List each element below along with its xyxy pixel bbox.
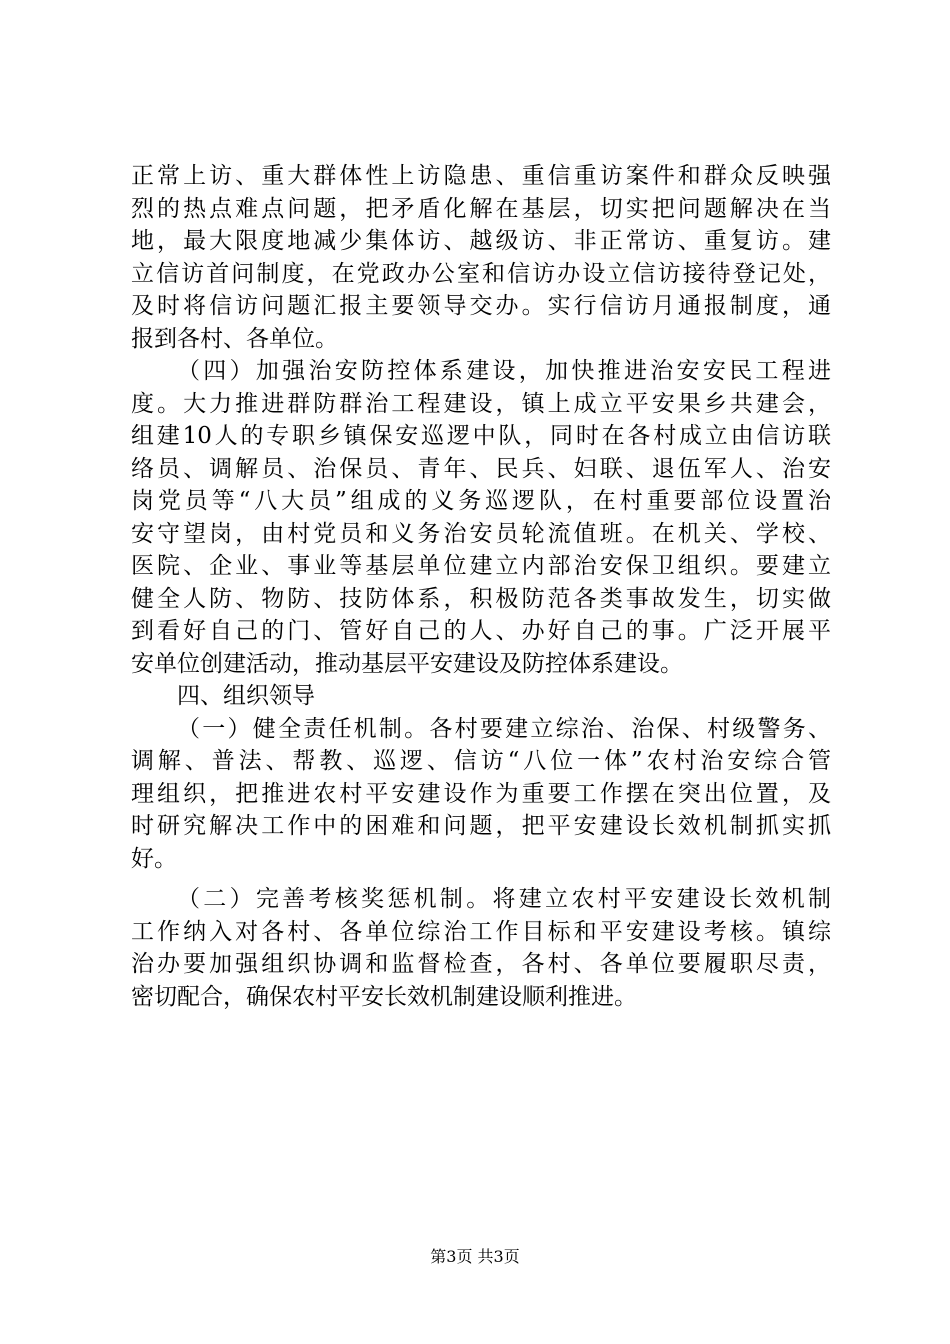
text-line: 医院、企业、事业等基层单位建立内部治安保卫组织。要建立 xyxy=(131,553,831,579)
text-line: 到看好自己的门、管好自己的人、办好自己的事。广泛开展平 xyxy=(131,618,831,644)
text-line: 烈的热点难点问题，把矛盾化解在基层，切实把问题解决在当 xyxy=(131,195,831,222)
text-line: 络员、调解员、治保员、青年、民兵、妇联、退伍军人、治安 xyxy=(131,455,831,482)
text-line: 工作纳入对各村、各单位综治工作目标和平安建设考核。镇综 xyxy=(131,918,831,945)
page-number-footer: 第3页 共3页 xyxy=(430,1247,520,1266)
text-line: 组建10人的专职乡镇保安巡逻中队，同时在各村成立由信访联 xyxy=(131,423,831,449)
text-line: 时研究解决工作中的困难和问题，把平安建设长效机制抓实抓 xyxy=(131,813,831,839)
text-line: 调解、普法、帮教、巡逻、信访“八位一体”农村治安综合管 xyxy=(131,748,831,774)
text-line: 密切配合，确保农村平安长效机制建设顺利推进。 xyxy=(131,983,637,1010)
text-line: 地，最大限度地减少集体访、越级访、非正常访、重复访。建 xyxy=(131,228,831,254)
document-body xyxy=(131,160,831,1013)
text-line: 理组织，把推进农村平安建设作为重要工作摆在突出位置，及 xyxy=(131,780,831,807)
text-line: 及时将信访问题汇报主要领导交办。实行信访月通报制度，通 xyxy=(131,293,831,319)
text-line: 治办要加强组织协调和监督检查，各村、各单位要履职尽责， xyxy=(131,951,831,977)
text-line: 安守望岗，由村党员和义务治安员轮流值班。在机关、学校、 xyxy=(131,520,831,547)
text-line: 健全人防、物防、技防体系，积极防范各类事故发生，切实做 xyxy=(131,585,831,612)
text-line: 度。大力推进群防群治工程建设，镇上成立平安果乡共建会， xyxy=(131,390,831,417)
paragraph-gap xyxy=(131,875,831,883)
text-line: 好。 xyxy=(131,845,177,872)
text-line: 岗党员等“八大员”组成的义务巡逻队，在村重要部位设置治 xyxy=(131,488,831,514)
text-line: （一）健全责任机制。各村要建立综治、治保、村级警务、 xyxy=(177,715,831,742)
text-line: 正常上访、重大群体性上访隐患、重信重访案件和群众反映强 xyxy=(131,163,831,189)
text-line: 立信访首问制度，在党政办公室和信访办设立信访接待登记处， xyxy=(131,260,831,287)
section-heading: 四、组织领导 xyxy=(177,683,315,709)
text-line: （四）加强治安防控体系建设，加快推进治安安民工程进 xyxy=(177,358,831,384)
text-line: 安单位创建活动，推动基层平安建设及防控体系建设。 xyxy=(131,650,683,677)
text-line: （二）完善考核奖惩机制。将建立农村平安建设长效机制 xyxy=(177,886,831,912)
text-line: 报到各村、各单位。 xyxy=(131,325,338,352)
